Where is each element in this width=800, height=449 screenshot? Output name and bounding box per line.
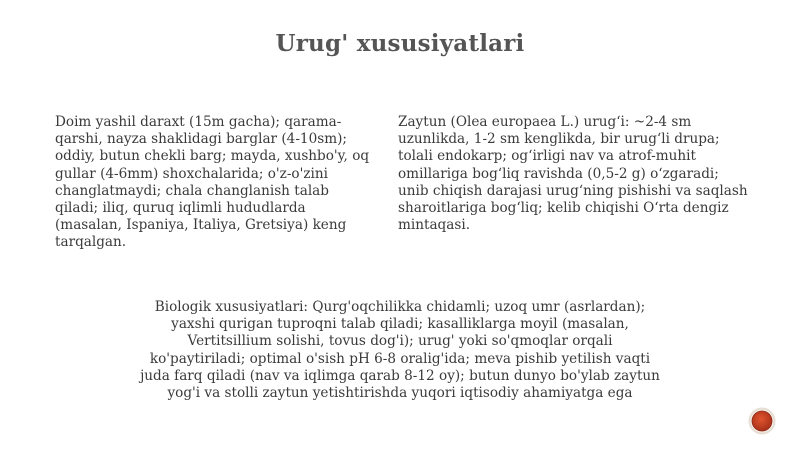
plant-description-text: Doim yashil daraxt (15m gacha); qarama-qarshi, nayza shaklidagi barglar (4-10sm); oddiy, butun chekli barg; mayda, xushbo'y, oq gullar (4-6mm) shoxchalarida; o'z-o'zini changlatmaydi; chala changlanish talab qiladi; iliq, quruq iqlimli hududlarda (masalan, Ispaniya, Italiya, Gretsiya) keng tarqalgan. — [55, 114, 370, 251]
seed-description-text: Zaytun (Olea europaea L.) urug‘i: ~2-4 sm uzunlikda, 1-2 sm kenglikda, bir urug‘li drupa; tolali endokarp; og‘irligi nav va atrof-muhit omillariga bog‘liq ravishda (0,5-2 g) o‘zgaradi; unib chiqish darajasi urug‘ning pishishi va saqlash sharoitlariga bog‘liq; kelib chiqishi O‘rta dengiz mintaqasi. — [398, 114, 748, 234]
slide-title: Urug' xususiyatlari — [275, 30, 525, 57]
circle-nav-icon — [748, 407, 776, 435]
next-slide-button[interactable] — [748, 407, 776, 435]
biological-properties-text: Biologik xususiyatlari: Qurg'oqchilikka chidamli; uzoq umr (asrlardan); yaxshi qurigan tuproqni talab qiladi; kasalliklarga moyil (masalan, Vertitsillium solishi, tovus dog'i); urug' yoki so'qmoqlar orqali ko'paytiriladi; optimal o'sish pH 6-8 oralig'ida; meva pishib yetilish vaqti juda farq qiladi (nav va iqlimga qarab 8-12 oy); butun dunyo bo'ylab zaytun yog'i va stolli zaytun yetishtirishda yuqori iqtisodiy ahamiyatga ega — [140, 299, 660, 402]
